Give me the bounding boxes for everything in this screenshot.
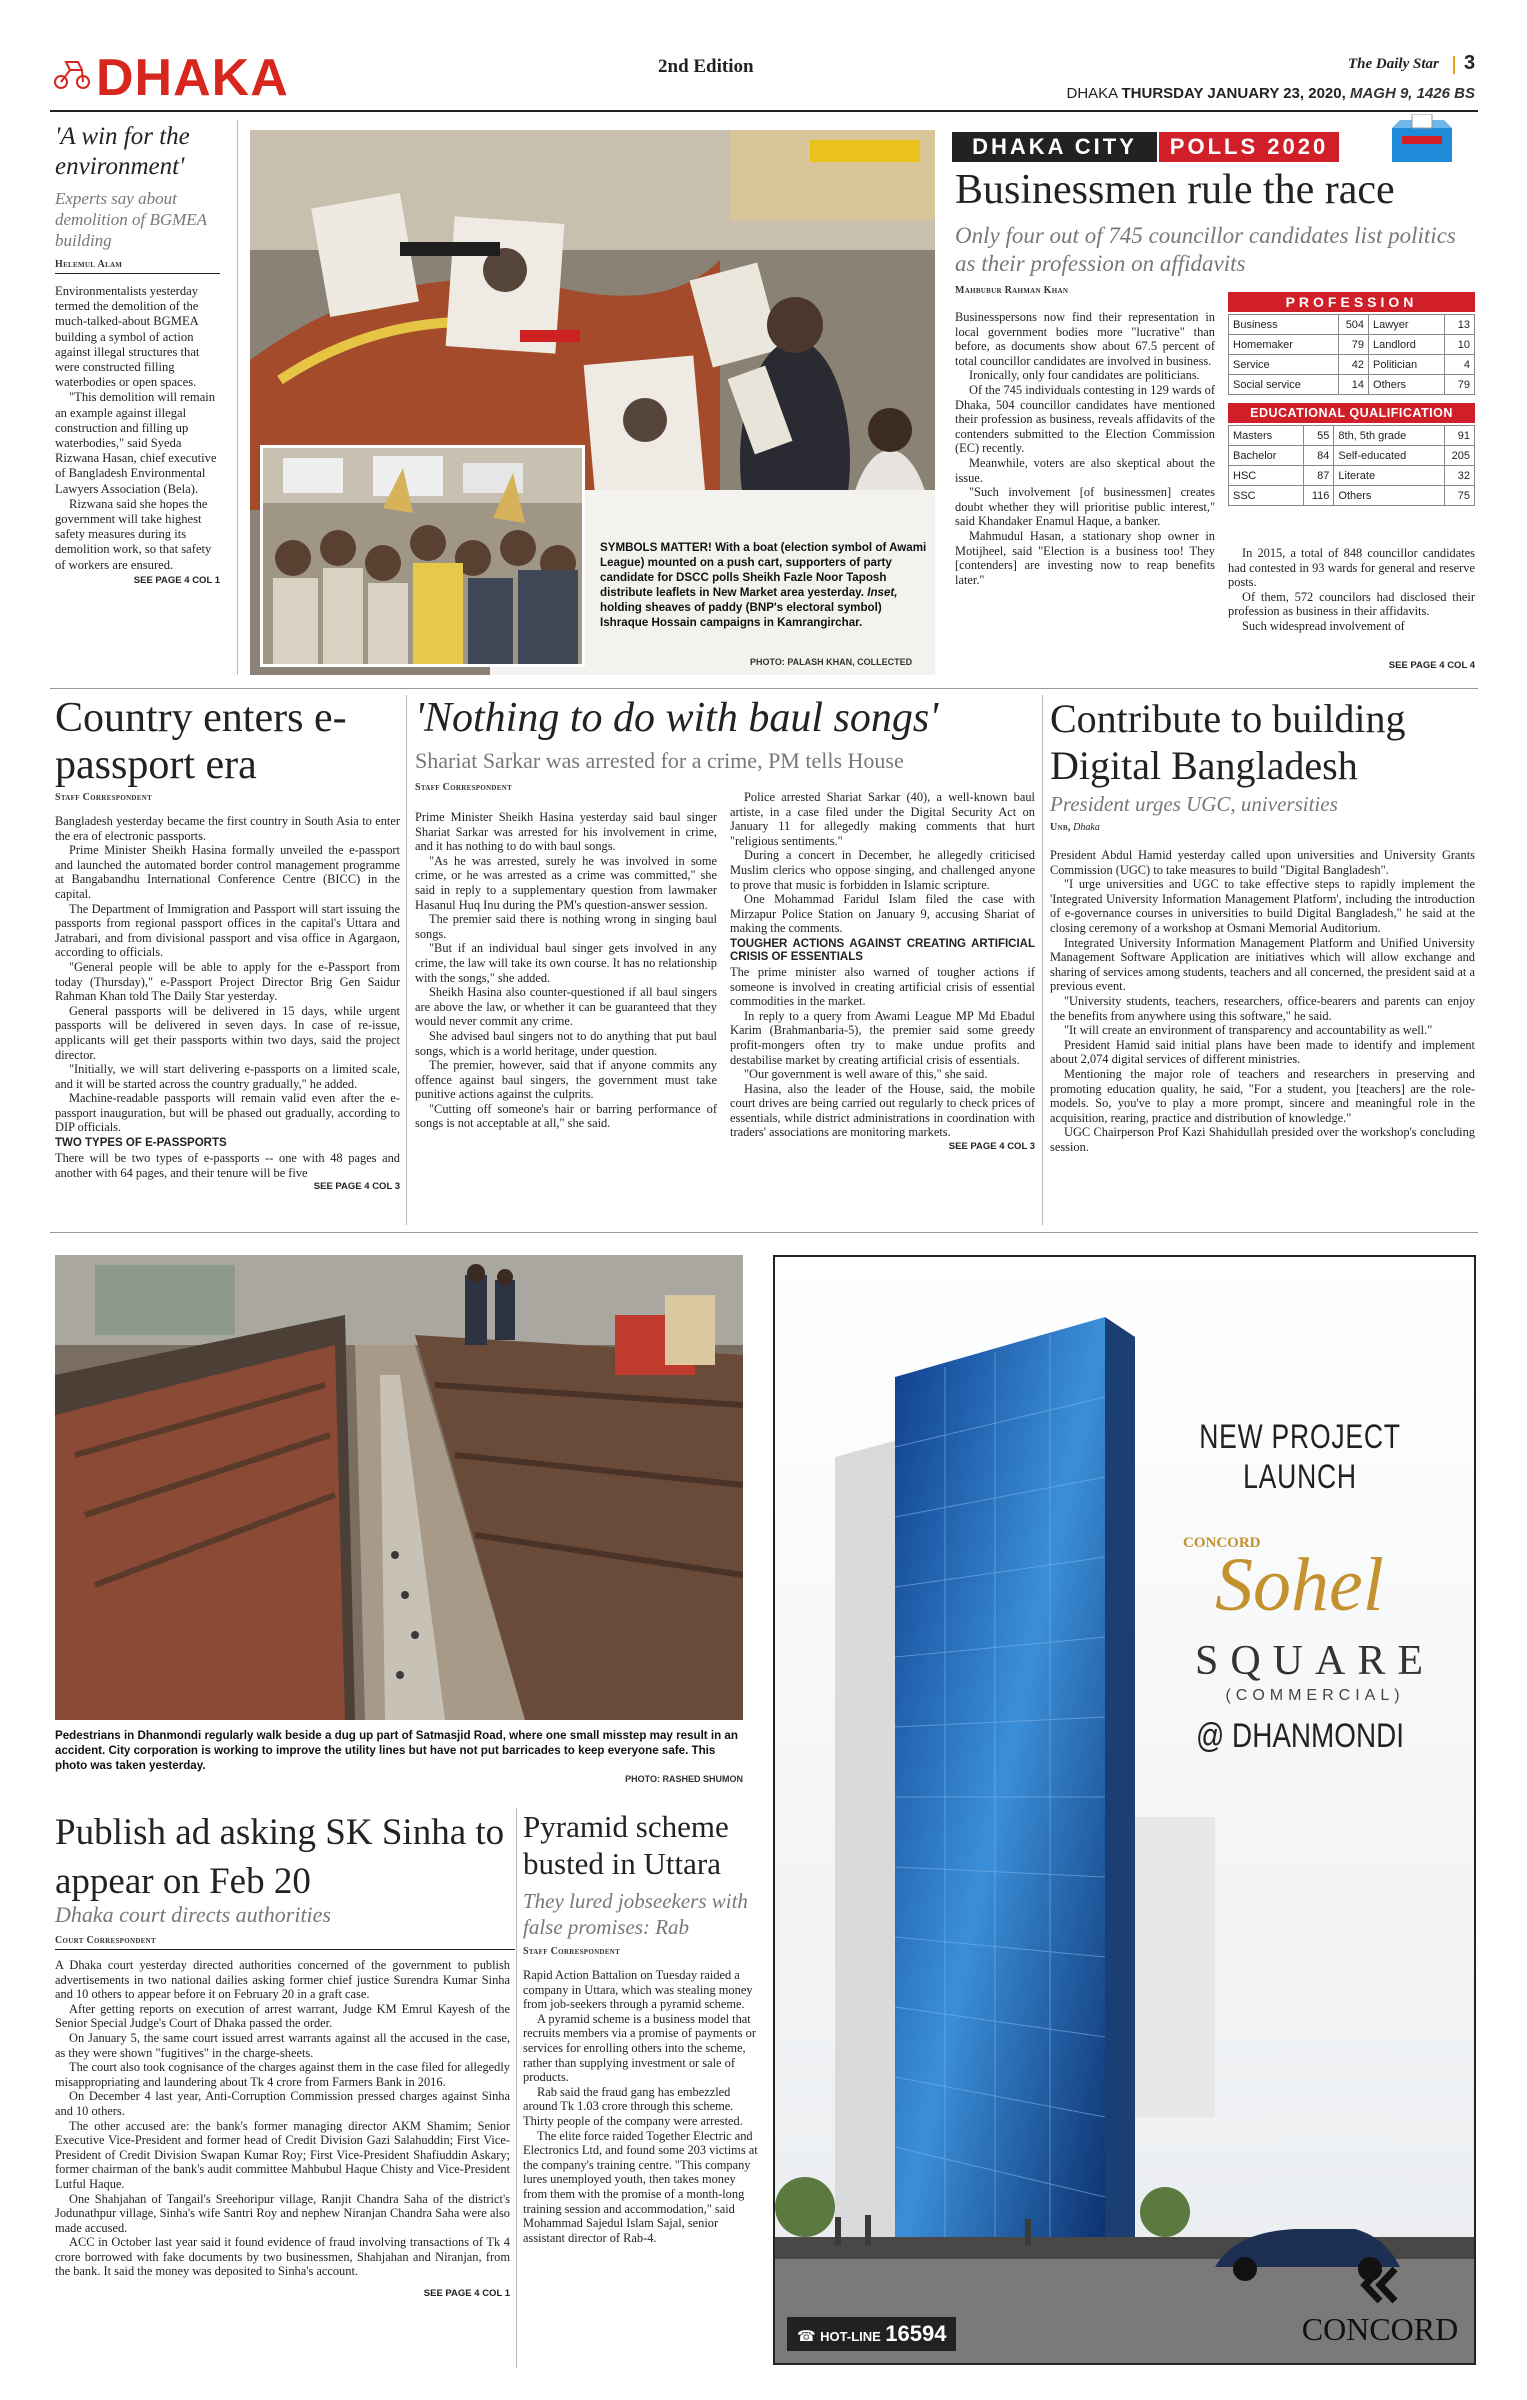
bgmea-headline: 'A win for the environment' [55,123,190,180]
pyramid-paragraph: The elite force raided Together Electric and Electronics Ltd, and found some 203 victims at the company's training centre. "This company lures unemployed youth, then takes money from them with the promise of a month-long training session and accommodation," said Mohammad Sajedul Islam Sajal, senior assistant director of Rab-4. [523,2128,758,2245]
polls-paragraph: Of the 745 individuals contesting in 129 wards of Dhaka, 504 councillor candidates have mentioned their profession as business, reveals affidavits of the contenders submitted to the Election Commission (EC) recently. [955,382,1215,456]
digital-body [1050,848,1475,1154]
table-cell: Others [1334,486,1445,506]
polls-tag [952,130,1477,166]
page-separator [1453,56,1455,74]
bgmea-deck: Experts say about demolition of BGMEA building [55,189,207,250]
table-cell: 79 [1339,335,1369,355]
trench-photo-illustration [55,1255,743,1720]
ad-text-block [1140,1417,1460,1497]
trench-caption: Pedestrians in Dhanmondi regularly walk beside a dug up part of Satmasjid Road, where one small misstep may result in an accident. City corporation is working to improve the utility lines but have not put barricades to keep everyone safe. This photo was taken yesterday. [55,1729,738,1772]
ad-brand-small: CONCORD [1183,1535,1261,1551]
section-rule [50,688,1478,689]
table-cell: 87 [1304,466,1334,486]
profession-title: PROFESSION [1228,292,1475,312]
bgmea-body [55,284,220,573]
digital-byline-place: Dhaka [1070,822,1100,833]
baul-byline: Staff Correspondent [415,782,513,793]
bgmea-byline: Helemul Alam [55,259,220,274]
masthead [50,50,1480,110]
table-cell: 84 [1304,446,1334,466]
digital-deck: President urges UGC, universities [1050,792,1338,816]
masthead-rule [50,110,1478,112]
polls-paragraph: Businesspersons now find their representation in local government bodies more "lucrative" than before, as documents show about 67.5 percent of total councillor candidates are involved in business. [955,310,1215,368]
baul-body-col2 [730,790,1035,1155]
table-row [1229,426,1475,446]
paper-logo: The Daily Star [1348,56,1439,72]
ad-square: SQUARE [1194,1638,1436,1684]
bgmea-paragraph: Rizwana said she hopes the government will take highest safety measures during its demolition work, so that safety of workers are ensured. [55,496,212,572]
baul-paragraph: Prime Minister Sheikh Hasina yesterday said baul singer Shariat Sarkar was arrested for his involvement in crime, and it has nothing to do with baul songs. [415,810,717,854]
baul-paragraph: During a concert in December, he allegedly criticised Muslim clerics who oppose singing, and challenged anyone to prove that music is forbidden in Islamic scripture. [730,848,1035,892]
table-cell: Lawyer [1369,315,1445,335]
sinha-headline: Publish ad asking SK Sinha to appear on Feb 20 [55,1812,505,1902]
table-cell: 205 [1445,446,1475,466]
polls-paragraph: Of them, 572 councilors had disclosed their profession as business in their affidavits. [1228,589,1475,619]
ad-hotline[interactable] [787,2317,956,2351]
baul-paragraph: In reply to a query from Awami League MP Md Ebadul Karim (Brahmanbaria-5), the premier said some greedy profit-mongers often try to make undue profits and destabilise market by creating artificial crisis of essentials. [730,1008,1035,1067]
polls-paragraph: Mahmudul Hasan, a stationary shop owner in Motijheel, said "Election is a business too! They [contenders] are investing now to reap benefits later." [955,528,1215,587]
table-row [1229,315,1475,335]
table-cell: 91 [1445,426,1475,446]
sinha-paragraph: ACC in October last year said it found evidence of fraud involving transactions of Tk 4 crore borrowed with fake documents by two businessmen, Shahjahan and Niranjan, from the bank. It said the money was deposited to Sinha's account. [55,2235,510,2279]
polls-continued: SEE PAGE 4 COL 4 [1388,660,1475,671]
sinha-deck: Dhaka court directs authorities [55,1902,331,1927]
trench-credit: PHOTO: RASHED SHUMON [625,1774,743,1784]
sinha-paragraph: The other accused are: the bank's former managing director AKM Shamim; Senior Executive Vice-President and former head of Credit Division Gazi Salahuddin; First Vice-President of Credit Division Swapan Kumar Roy; First Vice-President Shafiuddin Askary; former chairman of the bank's audit committee Mahbubul Haque Chisty and Vice-President Lutful Haque. [55,2118,510,2191]
digital-byline [1050,822,1100,833]
digital-byline-agency: Unb, [1050,822,1071,833]
polls-paragraph: "Such involvement [of businessmen] creates doubt whether they will prioritise public interest," said Khandaker Enamul Haque, a banker. [955,485,1215,529]
baul-paragraph: The premier said there is nothing wrong in singing baul songs. [415,912,717,941]
digital-paragraph: Integrated University Information Management Platform and Unified University Management Software Application are initiatives which will allow exchange and sharing of services among students, teachers and all concerned, the president said at a previous event. [1050,935,1475,994]
baul-paragraph: Sheikh Hasina also counter-questioned if all baul singers are above the law, or whether it can be guaranteed that they would never commit any crime. [415,985,717,1029]
ad-logo [1295,2267,1465,2346]
polls-paragraph: Such widespread involvement of [1242,618,1405,633]
ballot-box-icon [1382,114,1462,164]
ad-location: @ DHANMONDI [1196,1717,1404,1755]
epassport-paragraph: General passports will be delivered in 15 days, while urgent passports will be delivered in seven days. In case of re-issue, applicants will get their passports within two days, said the project director. [55,1003,400,1062]
polls-tag-right: POLLS 2020 [1159,132,1339,162]
table-cell: Business [1229,315,1339,335]
table-cell: Landlord [1369,335,1445,355]
table-cell: 504 [1339,315,1369,335]
ad-hotline-number: 16594 [885,2321,947,2346]
sinha-continued: SEE PAGE 4 COL 1 [423,2288,510,2300]
rally-caption [600,540,930,667]
pyramid-byline: Staff Correspondent [523,1946,621,1957]
concord-logo-icon [1355,2267,1405,2307]
sinha-paragraph: On January 5, the same court issued arrest warrants against all the accused in the case, as they were shown "fugitives" in the charge-sheets. [55,2030,510,2060]
rally-caption-inset: Inset, [867,586,898,599]
digital-paragraph: President Hamid said initial plans have been made to identify and implement about 2,074 digital services of different ministries. [1050,1037,1475,1067]
rickshaw-icon [52,58,92,90]
polls-deck: Only four out of 745 councillor candidates list politics as their profession on affidavits [955,223,1456,276]
pyramid-deck: They lured jobseekers with false promises: Rab [523,1889,748,1939]
bgmea-paragraph: Environmentalists yesterday termed the demolition of the much-talked-about BGMEA building a symbol of action against illegal structures that were constructed filling waterbodies or open spaces. [55,284,200,390]
table-cell: Homemaker [1229,335,1339,355]
table-cell: SSC [1229,486,1304,506]
inset-photo [260,445,585,667]
table-row [1229,486,1475,506]
profession-table [1228,314,1475,395]
dateline-bangla: MAGH 9, 1426 BS [1345,85,1475,102]
baul-paragraph: One Mohammad Faridul Islam filed the case with Mirzapur Police Station on January 9, accusing Shariat of making the comments. [730,892,1035,936]
baul-paragraph: The prime minister also warned of tougher actions if someone is involved in creating artificial crisis of essential commodities in the market. [730,964,1035,1009]
epassport-paragraph: There will be two types of e-passports -- one with 48 pages and another with 64 pages, and their tenure will be five [55,1151,400,1180]
rally-caption-text: SYMBOLS MATTER! With a boat (election symbol of Awami League) mounted on a push cart, supporters of party candidate for DSCC polls Sheikh Fazle Noor Taposh distribute leaflets in New Market area yesterday. [600,541,927,599]
baul-paragraph: She advised baul singers not to do anything that put baul songs, which is a world heritage, under question. [415,1028,717,1058]
baul-subhead: TOUGHER ACTIONS AGAINST CREATING ARTIFICIAL CRISIS OF ESSENTIALS [730,937,1035,963]
table-cell: 79 [1445,375,1475,395]
baul-paragraph: "As he was arrested, surely he was involved in some crime, or he was arrested as a crime was committed," she said in reply to a supplementary question from lawmaker Hasanul Huq Inu during the PM's question-answer session. [415,853,717,912]
baul-headline: 'Nothing to do with baul songs' [415,695,939,741]
ad-headline-line1: NEW PROJECT [1199,1418,1401,1456]
polls-paragraph: Ironically, only four candidates are politicians. [969,368,1200,383]
epassport-byline: Staff Correspondent [55,792,153,803]
digital-paragraph: President Abdul Hamid yesterday called upon universities and University Grants Commission (UGC) to take measures to build "Digital Bangladesh". [1050,848,1475,877]
section-rule [50,1232,1478,1233]
column-divider [1042,695,1043,1225]
phone-icon: ☎ [797,2328,816,2345]
table-cell: Self-educated [1334,446,1445,466]
ad-headline-line2: LAUNCH [1243,1458,1357,1496]
polls-paragraph: In 2015, a total of 848 councillor candidates had contested in 93 wards for general and reserve posts. [1228,546,1475,590]
inset-photo-illustration [263,448,582,664]
profession-box [1228,292,1475,506]
table-cell: 4 [1445,355,1475,375]
epassport-paragraph: "General people will be able to apply for the e-Passport from today (Thursday)," e-Passport Project Director Brig Gen Saidur Rahman Khan told The Daily Star yesterday. [55,959,400,1004]
baul-body-col1 [415,810,717,1131]
table-cell: Masters [1229,426,1304,446]
column-divider [516,1808,517,2368]
polls-body-col1 [955,310,1215,587]
digital-paragraph: "It will create an environment of transparency and accountability as well." [1064,1023,1433,1038]
table-cell: Others [1369,375,1445,395]
rally-credit: PHOTO: PALASH KHAN, COLLECTED [750,657,913,667]
table-cell: 10 [1445,335,1475,355]
epassport-paragraph: Prime Minister Sheikh Hasina formally unveiled the e-passport and launched the automated border control management programme at Bangabandhu International Conference Centre (BICC) in the capital. [55,843,400,901]
sinha-paragraph: After getting reports on execution of arrest warrant, Judge KM Emrul Kayesh of the Senior Special Judge's Court of Dhaka passed the order. [55,2001,510,2031]
baul-paragraph: "Cutting off someone's hair or barring performance of songs is not acceptable at all," she said. [415,1101,717,1131]
polls-tag-left: DHAKA CITY [952,132,1157,162]
table-cell: 116 [1304,486,1334,506]
table-row [1229,335,1475,355]
dateline [1020,85,1475,102]
concord-ad[interactable] [773,1255,1476,2365]
pyramid-paragraph: A pyramid scheme is a business model that recruits members via a promise of payments or services for enrolling others into the scheme, rather than supplying investment or sale of products. [523,2011,756,2085]
table-cell: 42 [1339,355,1369,375]
page-number: 3 [1464,52,1476,74]
baul-paragraph: The premier, however, said that if anyone commits any offence against baul singers, the government must take punitive actions against the culprits. [415,1058,717,1102]
dateline-date: THURSDAY JANUARY 23, 2020, [1121,85,1346,102]
sinha-paragraph: A Dhaka court yesterday directed authorities concerned of the government to publish advertisements in two national dailies asking former chief justice Surendra Kumar Sinha and 10 others to appear before it on February 20 in a graft case. [55,1958,510,2002]
table-row [1229,466,1475,486]
polls-headline: Businessmen rule the race [955,167,1395,213]
table-cell: Social service [1229,375,1339,395]
baul-deck: Shariat Sarkar was arrested for a crime, PM tells House [415,748,904,773]
table-cell: 13 [1445,315,1475,335]
pyramid-paragraph: Rapid Action Battalion on Tuesday raided a company in Uttara, which was stealing money from job-seekers through a pyramid scheme. [523,1968,753,2012]
epassport-subhead: TWO TYPES OF E-PASSPORTS [55,1137,227,1150]
epassport-continued: SEE PAGE 4 COL 3 [313,1181,400,1193]
ad-logo-text: CONCORD [1301,2311,1459,2347]
ad-hotline-label: HOT-LINE [820,2329,881,2344]
epassport-paragraph: Machine-readable passports will remain valid even after the e-passport inauguration, but will be phased out gradually, according to DIP officials. [55,1091,400,1135]
epassport-paragraph: The Department of Immigration and Passport will start issuing the passports from regional passport offices in the capital's Uttara and Jatrabari, and from divisional passport and visa office in Agargaon, according to officials. [55,901,400,960]
trench-photo [55,1255,743,1720]
pyramid-paragraph: Rab said the fraud gang has embezzled around Tk 1.03 crore through this scheme. Thirty people of the company were arrested. [523,2084,743,2128]
table-cell: 75 [1445,486,1475,506]
bgmea-paragraph: "This demolition will remain an example against illegal construction and filling up waterbodies," said Syeda Rizwana Hasan, chief executive of Bangladesh Environmental Lawyers Association (Bela). [55,390,217,496]
sinha-byline: Court Correspondent [55,1935,515,1950]
column-divider [406,695,407,1225]
table-cell: 8th, 5th grade [1334,426,1445,446]
polls-paragraph: Meanwhile, voters are also skeptical about the issue. [955,455,1215,485]
education-title: EDUCATIONAL QUALIFICATION [1228,403,1475,423]
table-cell: Bachelor [1229,446,1304,466]
baul-paragraph: Hasina, also the leader of the House, said, the mobile court drives are being carried out regularly to check prices of essentials, while district administrations in coordination with traders' associations are monitoring markets. [730,1081,1035,1140]
table-cell: 32 [1445,466,1475,486]
digital-paragraph: "I urge universities and UGC to take effective steps to rapidly implement the 'Integrated University Information Management Platform', including the introduction of e-governance courses in universities to build Digital Bangladesh," he said at the closing ceremony of a workshop at Osmani Memorial Auditorium. [1050,877,1475,935]
epassport-body [55,814,400,1195]
table-cell: 55 [1304,426,1334,446]
section-title: DHAKA [96,49,289,107]
baul-paragraph: "Our government is well aware of this," she said. [744,1067,988,1082]
column-divider [237,120,238,675]
epassport-paragraph: "Initially, we will start delivering e-passports on a limited scale, and it will be started across the country gradually," he added. [55,1062,400,1091]
edition-label: 2nd Edition [658,56,754,77]
rally-caption-rest: holding sheaves of paddy (BNP's electoral symbol) Ishraque Hossain campaigns in Kamrangirchar. [600,601,882,629]
table-cell: Service [1229,355,1339,375]
table-cell: Politician [1369,355,1445,375]
baul-paragraph: "But if an individual baul singer gets involved in any crime, the law will take its own course. It has no relationship with the songs," she added. [415,941,717,985]
baul-continued: SEE PAGE 4 COL 3 [948,1141,1035,1153]
sinha-paragraph: One Shahjahan of Tangail's Sreehoripur village, Ranjit Chandra Saha of the district's Jodunathpur village, Sinha's wife Santri Roy and nephew Niranjan Chandra Saha were also made accused. [55,2191,510,2235]
digital-paragraph: Mentioning the major role of teachers and researchers in preserving and promoting education quality, he said, "For a student, you [teachers] are the role-models. So, you've to play a more prompt, sincere and meaningful role in the acquisition, rearing, practice and distribution of knowledge." [1050,1066,1475,1125]
sinha-paragraph: The court also took cognisance of the charges against them in the case filed for allegedly misappropriating and laundering about Tk 4 crore from Farmers Bank in 2016. [55,2060,510,2089]
baul-paragraph: Police arrested Shariat Sarkar (40), a well-known baul artiste, in a case filed under the Digital Security Act on January 11 for allegedly making comments that hurt "religious sentiments." [730,790,1035,848]
table-cell: HSC [1229,466,1304,486]
table-row [1229,446,1475,466]
polls-byline: Mahbubur Rahman Khan [955,285,1069,296]
digital-headline: Contribute to building Digital Bangladesh [1050,696,1406,788]
ad-script-name: Sohel [1215,1543,1384,1627]
ad-commercial: (COMMERCIAL) [1225,1687,1405,1704]
table-cell: 14 [1339,375,1369,395]
epassport-headline: Country enters e-passport era [55,695,347,788]
digital-paragraph: UGC Chairperson Prof Kazi Shahidullah presided over the workshop's concluding session. [1050,1125,1475,1154]
digital-paragraph: "University students, teachers, researchers, office-bearers and parents can enjoy the benefits from anywhere using this software," he said. [1050,993,1475,1023]
polls-body-col2 [1228,546,1475,634]
pyramid-body [523,1968,758,2245]
sinha-paragraph: On December 4 last year, Anti-Corruption Commission pressed charges against Sinha and 10 others. [55,2089,510,2118]
dateline-city: DHAKA [1066,85,1122,102]
bgmea-continued: SEE PAGE 4 COL 1 [133,574,220,586]
epassport-paragraph: Bangladesh yesterday became the first country in South Asia to enter the era of electronic passports. [55,814,400,843]
bgmea-story [55,122,220,586]
table-cell: Literate [1334,466,1445,486]
sinha-body [55,1958,510,2302]
table-row [1229,375,1475,395]
table-row [1229,355,1475,375]
pyramid-headline: Pyramid scheme busted in Uttara [523,1809,729,1881]
education-table [1228,425,1475,506]
